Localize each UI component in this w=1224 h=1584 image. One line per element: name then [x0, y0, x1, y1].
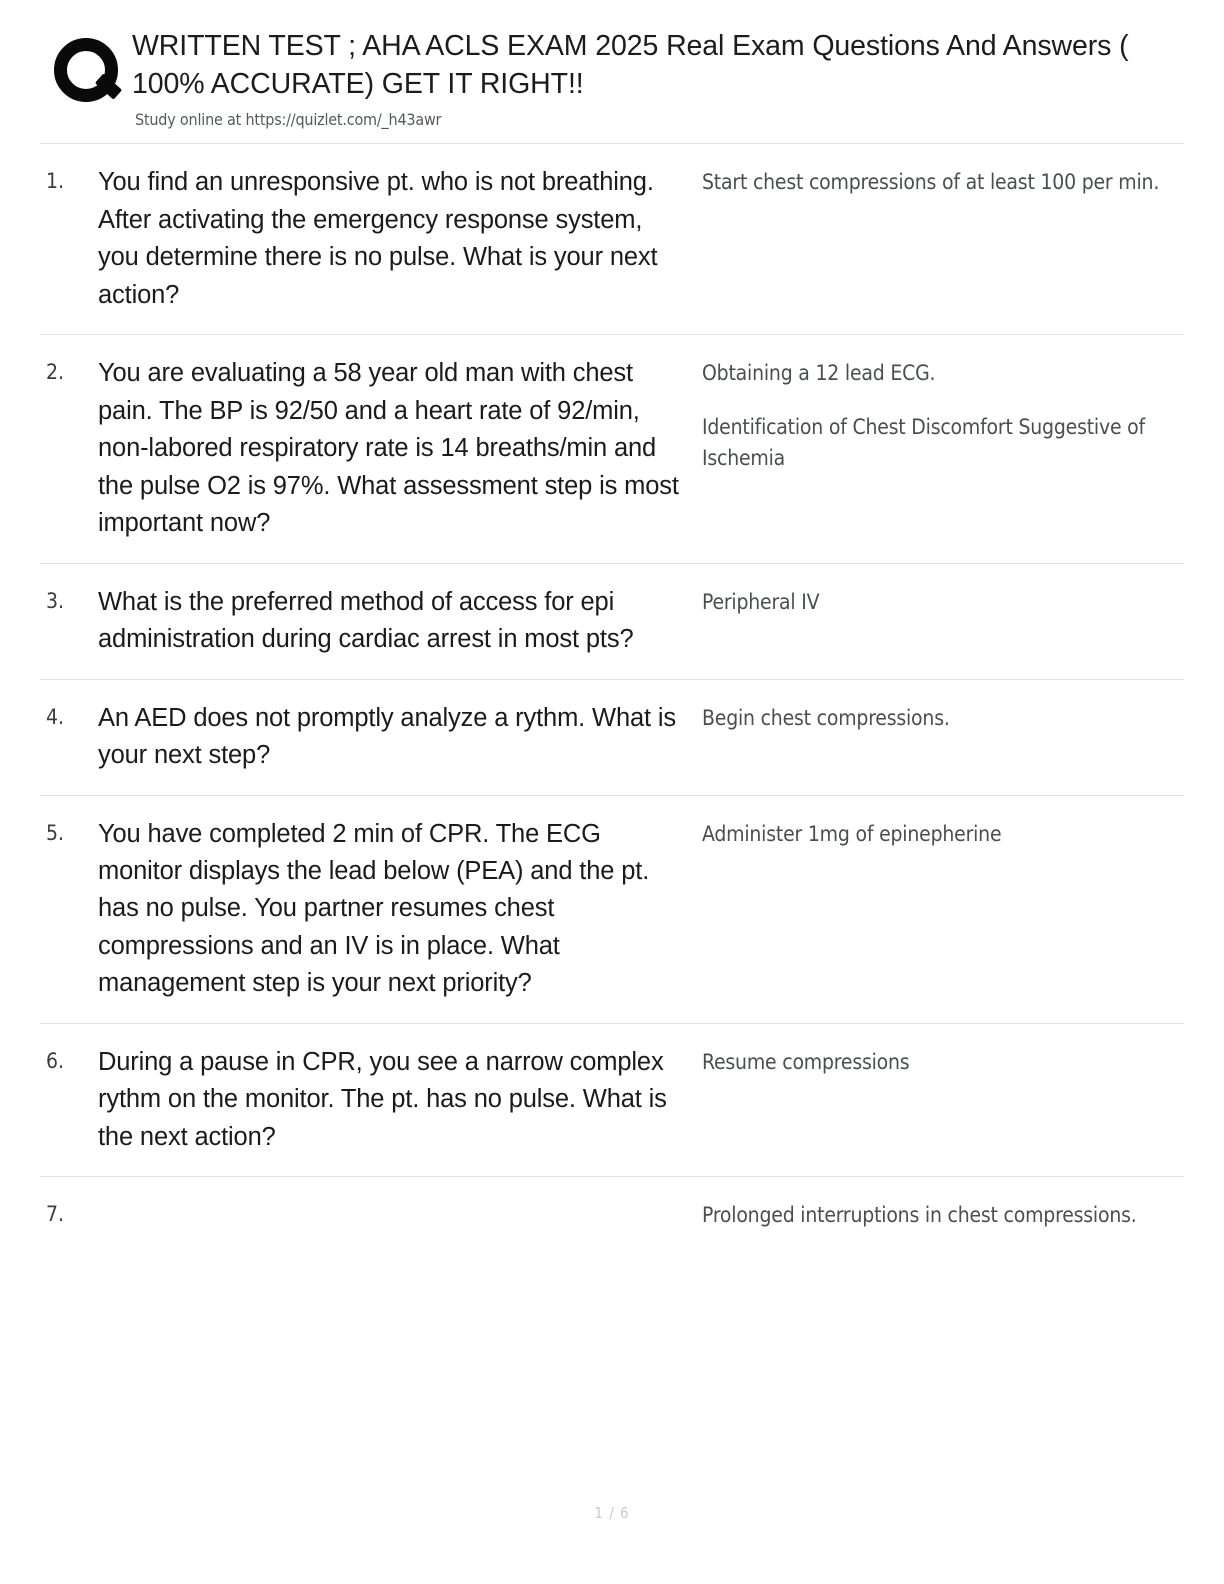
qa-answer: [702, 1197, 1184, 1232]
qa-answer-part: Start chest compressions of at least 100 per min.: [702, 170, 1160, 195]
page-title: [132, 28, 1184, 103]
qa-answer-part: Identification of Chest Discomfort Suggestive of Ischemia: [702, 414, 1145, 471]
qa-list: [40, 143, 1184, 1252]
qa-number: 2.: [46, 360, 65, 385]
study-online-link[interactable]: Study online at https://quizlet.com/_h43awr: [135, 110, 442, 130]
qa-number: 5.: [46, 820, 65, 845]
qa-number: 6.: [46, 1048, 65, 1073]
qa-question: What is the preferred method of access for epi administration during cardiac arrest in most pts?: [98, 587, 634, 654]
page-title-line1: WRITTEN TEST ; AHA ACLS EXAM 2025 Real Exam Questions And Answers (: [132, 30, 1129, 62]
quizlet-q-logo-icon: [48, 32, 126, 110]
qa-number: 4.: [46, 704, 65, 729]
qa-row: [40, 143, 1184, 334]
qa-row: [40, 679, 1184, 795]
qa-row: [40, 563, 1184, 679]
qa-question: During a pause in CPR, you see a narrow complex rythm on the monitor. The pt. has no pulse. What is the next action?: [98, 1047, 667, 1151]
qa-question: You have completed 2 min of CPR. The ECG monitor displays the lead below (PEA) and the pt. has no pulse. You partner resumes chest compressions and an IV is in place. What management step is your next priority?: [98, 819, 650, 998]
qa-answer: [702, 164, 1184, 199]
qa-number: 1.: [46, 169, 65, 194]
qa-answer-part: Begin chest compressions.: [702, 705, 950, 730]
qa-number: 3.: [46, 588, 65, 613]
qa-row: [40, 1023, 1184, 1176]
qa-answer: [702, 700, 1184, 735]
qa-answer: [702, 584, 1184, 619]
document-header: [40, 28, 1184, 129]
qa-question: You find an unresponsive pt. who is not breathing. After activating the emergency response system, you determine there is no pulse. What is your next action?: [98, 168, 658, 309]
qa-row: [40, 1176, 1184, 1252]
qa-number: 7.: [46, 1202, 65, 1227]
qa-row: [40, 795, 1184, 1023]
qa-row: [40, 334, 1184, 562]
qa-answer-part: Administer 1mg of epinepherine: [702, 821, 1002, 846]
qa-answer: [702, 816, 1184, 851]
qa-answer-part: Obtaining a 12 lead ECG.: [702, 361, 936, 386]
qa-question: An AED does not promptly analyze a rythm. What is your next step?: [98, 703, 676, 770]
qa-answer: [702, 1044, 1184, 1079]
qa-answer-part: Resume compressions: [702, 1049, 910, 1074]
qa-answer-part: Prolonged interruptions in chest compressions.: [702, 1203, 1137, 1228]
qa-answer-part: Peripheral IV: [702, 589, 820, 614]
qa-question: You are evaluating a 58 year old man with chest pain. The BP is 92/50 and a heart rate of 92/min, non-labored respiratory rate is 14 breaths/min and the pulse O2 is 97%. What assessment step is most important now?: [98, 359, 679, 538]
qa-answer: [702, 355, 1184, 475]
page-number: 1 / 6: [594, 1504, 630, 1522]
page-title-line2: 100% ACCURATE) GET IT RIGHT!!: [132, 67, 584, 100]
header-text-block: [132, 28, 1184, 129]
